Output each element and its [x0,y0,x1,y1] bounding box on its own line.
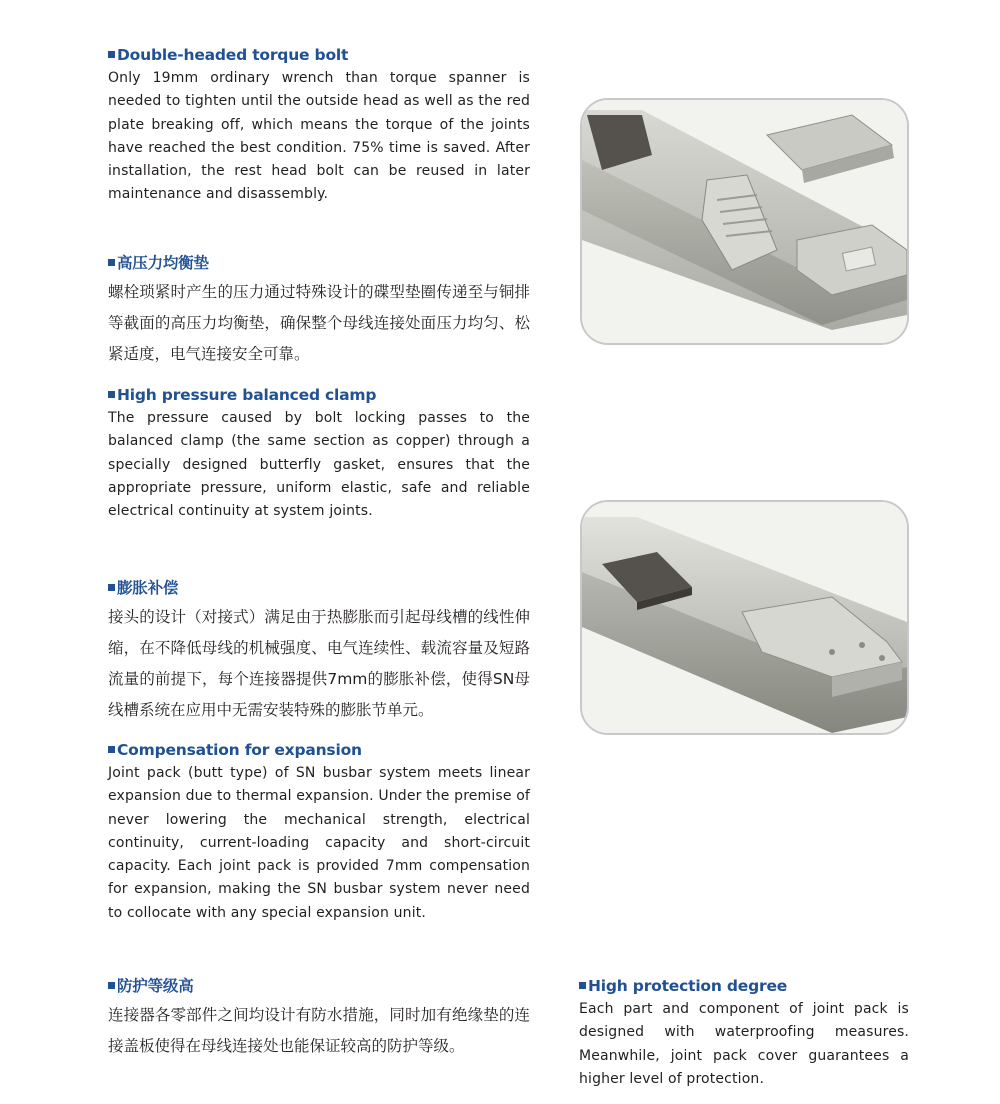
section-body: Each part and component of joint pack is designed with waterproofing measures. Meanwhile, joint pack cover guarantees a higher level of protection. [579,1001,909,1087]
busbar-joint-open-illustration [582,100,907,343]
section-heading: 高压力均衡垫 [108,252,530,275]
bullet-square-icon [579,982,586,989]
section-protection-zh [108,975,530,1062]
busbar-joint-open-photo [580,98,909,345]
section-body: Joint pack (butt type) of SN busbar system meets linear expansion due to thermal expansion. Under the premise of never lowering the mechanical strength, electrical continuity, current-loading capacity and short-circuit capacity. Each joint pack is provided 7mm compensation for expansion, making the SN busbar system never need to collocate with any special expansion unit. [108,765,530,921]
section-torque-bolt [108,44,530,207]
section-body: 螺栓琐紧时产生的压力通过特殊设计的碟型垫圈传递至与铜排等截面的高压力均衡垫，确保整个母线连接处面压力均匀、松紧适度，电气连接安全可靠。 [108,283,530,363]
section-heading: Double-headed torque bolt [108,44,530,67]
section-body: The pressure caused by bolt locking passes to the balanced clamp (the same section as copper) through a specially designed butterfly gasket, ensures that the appropriate pressure, uniform elastic, safe and reliable electrical continuity at system joints. [108,410,530,520]
section-expansion-zh [108,577,530,726]
section-expansion-compensation [108,739,530,925]
bullet-square-icon [108,746,115,753]
section-body: 接头的设计（对接式）满足由于热膨胀而引起母线槽的线性伸缩，在不降低母线的机械强度、电气连续性、载流容量及短路流量的前提下，每个连接器提供7mm的膨胀补偿，使得SN母线槽系统在应用中无需安装特殊的膨胀节单元。 [108,608,530,719]
section-body: 连接器各零部件之间均设计有防水措施，同时加有绝缘垫的连接盖板使得在母线连接处也能保证较高的防护等级。 [108,1006,530,1055]
bullet-square-icon [108,391,115,398]
section-body: Only 19mm ordinary wrench than torque spanner is needed to tighten until the outside head as well as the red plate breaking off, which means the torque of the joints have reached the best condition. 75% time is saved. After installation, the rest head bolt can be reused in later maintenance and disassembly. [108,70,530,203]
section-heading: 防护等级高 [108,975,530,998]
bullet-square-icon [108,51,115,58]
busbar-joint-closed-illustration [582,502,907,733]
section-pressure-pad-zh [108,252,530,370]
bullet-square-icon [108,259,115,266]
bullet-square-icon [108,584,115,591]
bullet-square-icon [108,982,115,989]
section-balanced-clamp [108,384,530,523]
section-heading: 膨胀补偿 [108,577,530,600]
section-protection-degree [579,975,909,1091]
section-heading: High pressure balanced clamp [108,384,530,407]
section-heading: High protection degree [579,975,909,998]
section-heading: Compensation for expansion [108,739,530,762]
busbar-joint-closed-photo [580,500,909,735]
